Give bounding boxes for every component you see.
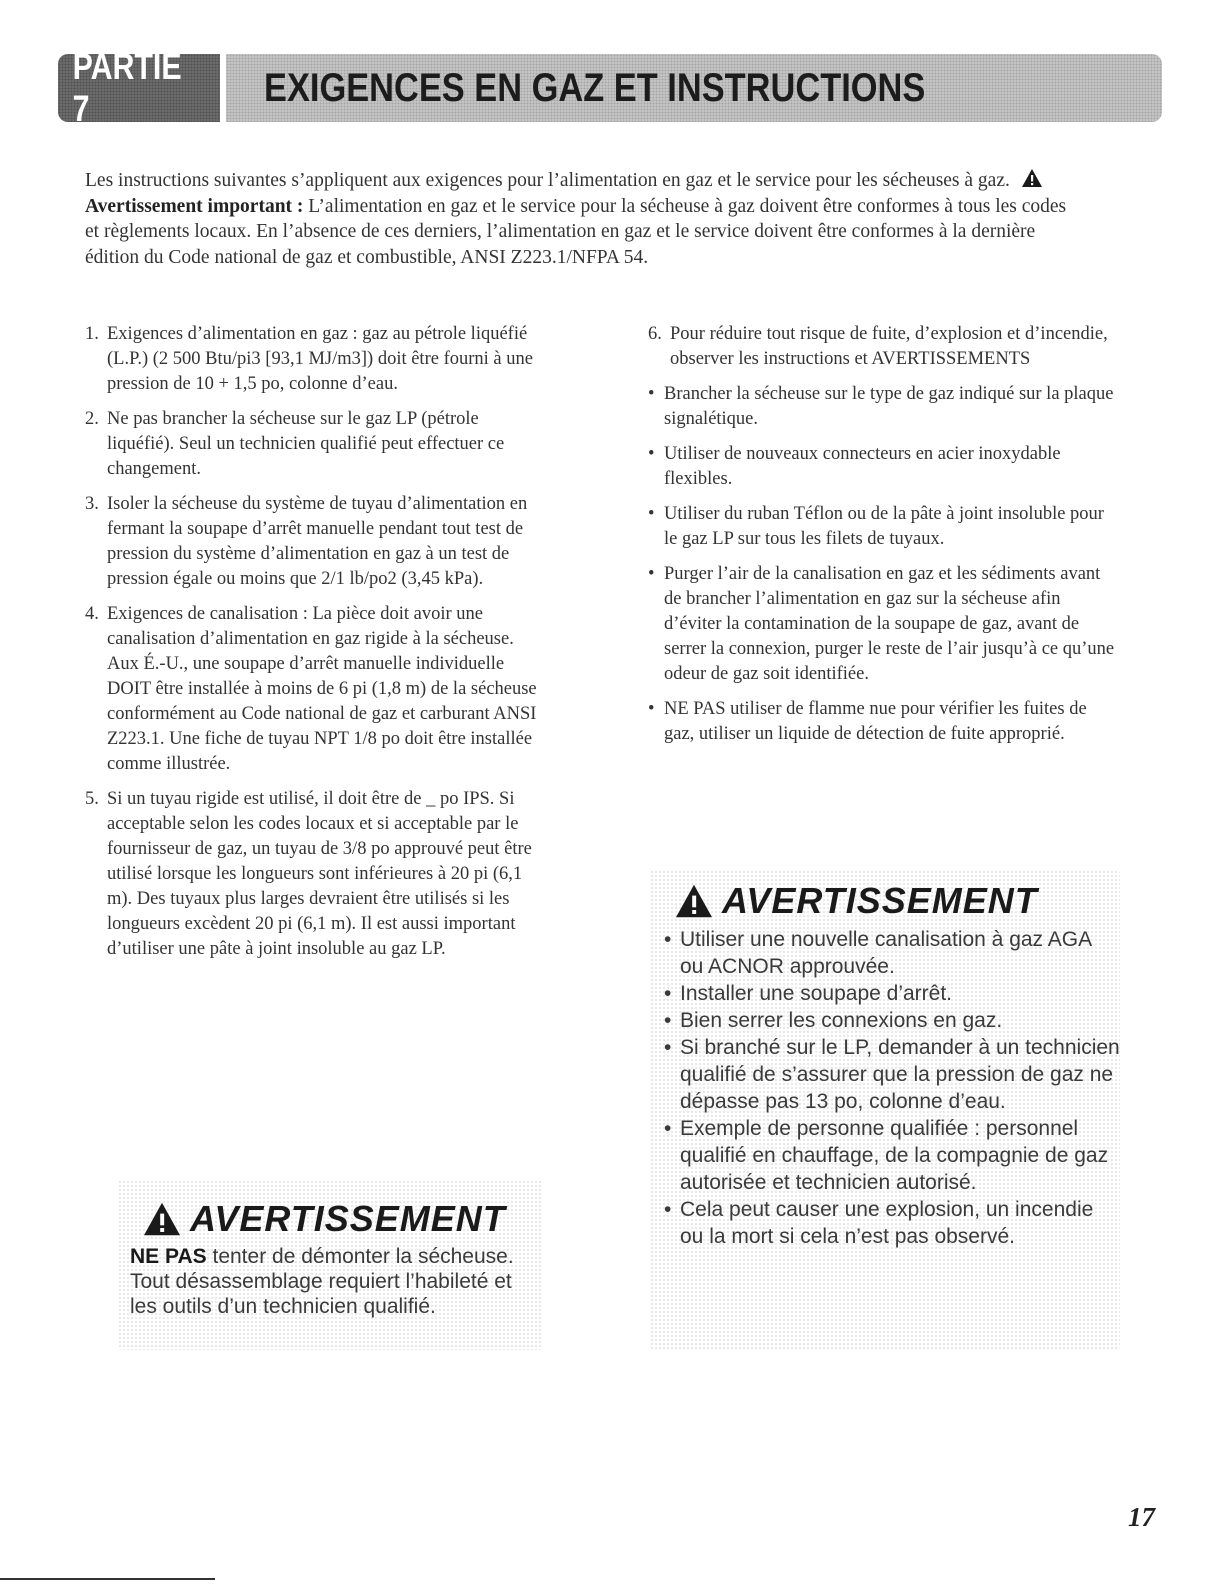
warning-item [664,980,1120,1007]
intro-bold-label: Avertissement important : [85,195,304,217]
item-text: Ne pas brancher la sécheuse sur le gaz LP (pétrole liquéfié). Seul un technicien qualifié peut effectuer ce changement. [107,409,505,479]
part-label: PARTIE 7 [72,46,182,129]
bullet-item [648,502,1118,552]
warning-title-text: AVERTISSEMENT [722,880,1038,921]
bullet-icon: • [664,1036,672,1059]
page-title: EXIGENCES EN GAZ ET INSTRUCTIONS [264,65,926,110]
warning-item [664,1196,1120,1250]
warning-item-text: Exemple de personne qualifiée : personnel qualifié en chauffage, de la compagnie de gaz autorisée et technicien autorisé. [680,1117,1109,1194]
warning-body: tenter de démonter la sécheuse. Tout désassemblage requiert l’habileté et les outils d’un technicien qualifié. [130,1245,514,1318]
warning-triangle-icon [142,1201,182,1237]
bullet-text: Utiliser du ruban Téflon ou de la pâte à joint insoluble pour le gaz LP sur tous les filets de tuyaux. [664,504,1104,549]
warning-item-text: Cela peut causer une explosion, un incendie ou la mort si cela n’est pas observé. [680,1198,1094,1248]
bullet-text: NE PAS utiliser de flamme nue pour vérifier les fuites de gaz, utiliser un liquide de détection de fuite approprié. [664,699,1087,744]
warning-item-text: Utiliser une nouvelle canalisation à gaz AGA ou ACNOR approuvée. [680,928,1091,978]
warning-item [664,1115,1120,1196]
warning-box-disassembly [118,1180,543,1350]
warning-triangle-icon [1021,168,1043,188]
list-item [85,787,545,962]
warning-item-text: Bien serrer les connexions en gaz. [680,1009,1003,1032]
bullet-icon: • [664,1117,672,1140]
intro-text-before: Les instructions suivantes s’appliquent aux exigences pour l’alimentation en gaz et le service pour les sécheuses à gaz. [85,170,1010,191]
title-bar [226,54,1162,122]
left-column [85,322,545,972]
list-item [648,322,1118,372]
warning-item-text: Installer une soupape d’arrêt. [680,982,953,1005]
intro-paragraph [85,168,1085,270]
warning-item [664,1034,1120,1115]
bullet-icon: • [664,928,672,951]
item-number: 3. [85,494,99,514]
warning-box-gas [650,870,1120,1350]
bullet-icon: • [664,982,672,1005]
bullet-text: Brancher la sécheuse sur le type de gaz indiqué sur la plaque signalétique. [664,384,1114,429]
item-text: Pour réduire tout risque de fuite, d’explosion et d’incendie, observer les instructions et AVERTISSEMENTS [670,324,1108,369]
bullet-icon: • [648,564,655,584]
bullet-item [648,382,1118,432]
bullet-text: Purger l’air de la canalisation en gaz et les sédiments avant de brancher l’alimentation en gaz sur la sécheuse afin d’éviter la contamination de la soupape de gaz, avant de serrer la connexion, purger le reste de l’air jusqu’à ce qu’une odeur de gaz soit identifiée. [664,564,1115,684]
item-number: 2. [85,409,99,429]
list-item [85,602,545,777]
bullet-item [648,562,1118,687]
bullet-item [648,697,1118,747]
item-text: Si un tuyau rigide est utilisé, il doit être de _ po IPS. Si acceptable selon les codes locaux et si acceptable par le fournisseur de gaz, un tuyau de 3/8 po approuvé peut être utilisé lorsque les longueurs sont inférieures à 20 pi (6,1 m). Des tuyaux plus larges devraient être utilisés si les longueurs excèdent 20 pi (6,1 m). Il est aussi important d’utiliser une pâte à joint insoluble au gaz LP. [107,789,532,959]
warning-bold-lead: NE PAS [130,1245,207,1268]
bullet-text: Utiliser de nouveaux connecteurs en acier inoxydable flexibles. [664,444,1061,489]
warning-triangle-icon [674,883,714,919]
list-item [85,322,545,397]
item-text: Exigences d’alimentation en gaz : gaz au pétrole liquéfié (L.P.) (2 500 Btu/pi3 [93,1 MJ/m3]) doit être fourni à une pression de 10 + 1,5 po, colonne d’eau. [107,324,533,394]
warning-text [130,1244,543,1319]
item-number: 6. [648,324,662,344]
list-item [85,492,545,592]
item-number: 5. [85,789,99,809]
warning-title [674,880,1120,922]
warning-item-text: Si branché sur le LP, demander à un technicien qualifié de s’assurer que la pression de gaz ne dépasse pas 13 po, colonne d’eau. [680,1036,1120,1113]
list-item [85,407,545,482]
intro-text-after: L’alimentation en gaz et le service pour la sécheuse à gaz doivent être conformes à tous les codes et règlements locaux. En l’absence de ces derniers, l’alimentation en gaz et le service doivent être conformes à la dernière édition du Code national de gaz et combustible, ANSI Z223.1/NFPA 54. [85,195,1067,268]
warning-list [664,926,1120,1250]
bullet-icon: • [648,699,655,719]
bullet-icon: • [648,444,655,464]
warning-item [664,926,1120,980]
bullet-icon: • [648,504,655,524]
page-number: 17 [1128,1502,1155,1532]
item-text: Exigences de canalisation : La pièce doit avoir une canalisation d’alimentation en gaz rigide à la sécheuse. Aux É.-U., une soupape d’arrêt manuelle individuelle DOIT être installée à moins de 6 pi (1,8 m) de la sécheuse conformément au Code national de gaz et carburant ANSI Z223.1. Une fiche de tuyau NPT 1/8 po doit être installée comme illustrée. [107,604,537,774]
bullet-item [648,442,1118,492]
warning-item [664,1007,1120,1034]
item-text: Isoler la sécheuse du système de tuyau d’alimentation en fermant la soupape d’arrêt manuelle pendant tout test de pression du système d’alimentation en gaz à un test de pression égale ou moins que 2/1 lb/po2 (3,45 kPa). [107,494,528,589]
bullet-icon: • [664,1198,672,1221]
part-badge [58,46,220,129]
section-header [58,46,1162,129]
item-number: 1. [85,324,99,344]
warning-title-text: AVERTISSEMENT [190,1198,506,1239]
right-column [648,322,1118,757]
item-number: 4. [85,604,99,624]
footer-rule [0,1578,215,1580]
bullet-icon: • [664,1009,672,1032]
warning-title [142,1198,543,1240]
bullet-icon: • [648,384,655,404]
